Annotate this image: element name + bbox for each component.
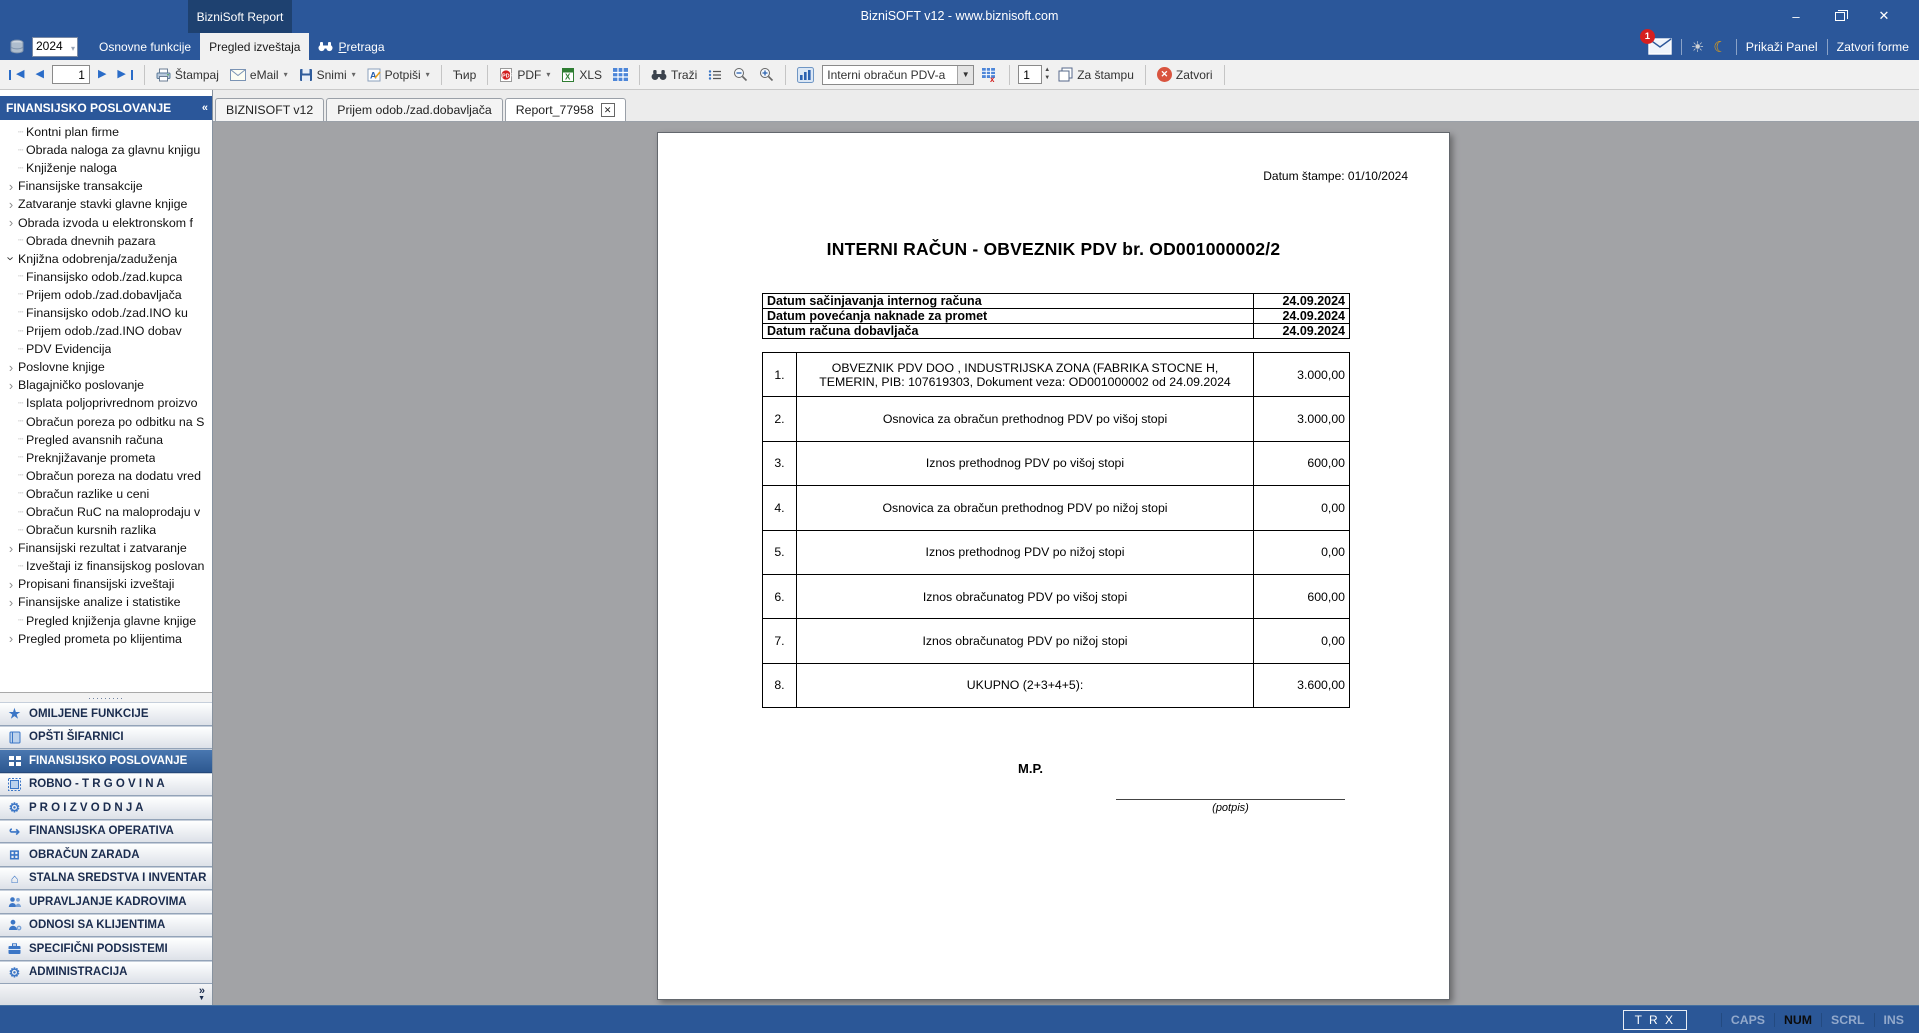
first-page-button[interactable]: ◀ xyxy=(6,67,27,82)
tree-item[interactable]: › Finansijske transakcije xyxy=(0,177,212,195)
tree-item[interactable]: ┄ Prijem odob./zad.INO dobav xyxy=(18,324,182,339)
module-sections xyxy=(0,702,212,984)
sign-button[interactable]: A Potpiši ▾ xyxy=(364,66,433,84)
function-tree xyxy=(0,120,212,690)
year-selector[interactable] xyxy=(32,37,78,57)
grid-delete-icon xyxy=(982,68,998,82)
svg-text:PDF: PDF xyxy=(502,72,514,79)
tree-item[interactable]: ┄ Kontni plan firme xyxy=(18,125,119,140)
tree-item[interactable]: › Poslovne knjige xyxy=(0,358,212,376)
close-tab-icon[interactable]: ✕ xyxy=(601,103,615,117)
signature-icon xyxy=(367,68,381,82)
report-group-label: BizniSoft Report xyxy=(188,0,292,33)
tree-item[interactable]: ┄ Pregled avansnih računa xyxy=(18,432,164,447)
page-number-input[interactable] xyxy=(52,65,90,84)
print-layout-button[interactable]: Za štampu xyxy=(1055,65,1137,84)
briefcase-icon xyxy=(7,943,22,955)
table-row: 1. OBVEZNIK PDV DOO , INDUSTRIJSKA ZONA (FABRIKA STOCNE H, TEMERIN, PIB: 107619303, Dokument veza: OD001000002 od 24.09.2024 3.000,00 xyxy=(763,353,1350,397)
restore-icon xyxy=(1835,12,1845,21)
tree-item[interactable]: ┄ Finansijsko odob./zad.kupca xyxy=(18,269,183,284)
grid-icon xyxy=(7,755,22,767)
report-page xyxy=(657,132,1450,1000)
tree-item[interactable]: ┄ Prijem odob./zad.dobavljača xyxy=(18,287,182,302)
table-row: 3. Iznos prethodnog PDV po višoj stopi 600,00 xyxy=(763,441,1350,485)
svg-text:x: x xyxy=(990,74,995,82)
tree-item[interactable]: ┄ Obračun poreza po odbitku na S xyxy=(18,414,205,429)
section-omiljene-funkcije[interactable]: ★ OMILJENE FUNKCIJE xyxy=(0,702,212,726)
tree-item[interactable]: › Pregled prometa po klijentima xyxy=(0,630,212,648)
insert-indicator: INS xyxy=(1874,1013,1914,1027)
navigation-sidebar xyxy=(0,90,213,1005)
chevron-right-icon: › xyxy=(8,540,14,556)
calculator-icon: ⊞ xyxy=(9,847,20,863)
tree-item[interactable]: ┄ Isplata poljoprivrednom proizvo xyxy=(18,396,198,411)
xls-icon xyxy=(561,68,575,82)
pdf-icon xyxy=(499,68,513,82)
chevron-right-icon: › xyxy=(8,196,14,212)
separator xyxy=(1224,65,1225,85)
section-obracun-zarada[interactable]: ⊞ OBRAČUN ZARADA xyxy=(0,843,212,867)
floppy-icon xyxy=(299,68,313,82)
cyrillic-toggle-button[interactable]: Ћир xyxy=(452,67,477,82)
zoom-out-button[interactable] xyxy=(730,65,751,84)
tree-item[interactable]: ┄ Preknjižavanje prometa xyxy=(18,450,156,465)
date-label: Datum sačinjavanja internog računa xyxy=(763,294,1254,309)
table-row xyxy=(763,324,1350,339)
separator xyxy=(1145,65,1146,85)
chevron-right-icon: › xyxy=(8,576,14,592)
tree-item[interactable]: › Propisani finansijski izveštaji xyxy=(0,575,212,593)
minimize-button[interactable]: – xyxy=(1792,8,1800,24)
outline-button[interactable] xyxy=(705,67,725,83)
doc-tab-biznisoft[interactable]: BIZNISOFT v12 xyxy=(215,98,324,121)
export-xls-button[interactable]: X XLS xyxy=(558,66,605,84)
chevron-down-icon: ▾ xyxy=(283,70,288,79)
table-row xyxy=(763,309,1350,324)
pages-icon xyxy=(1058,67,1073,82)
signature-caption: (potpis) xyxy=(1212,802,1249,814)
date-value: 24.09.2024 xyxy=(1254,294,1350,309)
list-icon xyxy=(708,69,722,81)
report-select[interactable] xyxy=(822,65,974,85)
doc-tab-prijem-odobrenja[interactable]: Prijem odob./zad.dobavljača xyxy=(326,98,503,121)
trx-indicator: T R X xyxy=(1623,1010,1687,1030)
tree-item[interactable]: ┄ Obračun poreza na dodatu vred xyxy=(18,468,201,483)
save-button[interactable]: Snimi ▾ xyxy=(296,66,359,84)
section-proizvodnja[interactable]: ⚙ P R O I Z V O D N J A xyxy=(0,796,212,820)
tree-item[interactable]: ┄ Pregled knjiženja glavne knjige xyxy=(18,613,197,628)
close-button[interactable]: ✕ xyxy=(1878,8,1890,23)
tree-item[interactable]: ┄ Obrada naloga za glavnu knjigu xyxy=(18,143,201,158)
window-title: BizniSOFT v12 - www.biznisoft.com xyxy=(860,9,1059,23)
notification-badge: 1 xyxy=(1640,29,1655,44)
scroll-lock-indicator: SCRL xyxy=(1821,1013,1873,1027)
prikazi-panel-button[interactable]: Prikaži Panel xyxy=(1745,39,1818,54)
sidebar-overflow-controls[interactable] xyxy=(0,984,212,1005)
section-robno-trgovina[interactable]: ROBNO - T R G O V I N A xyxy=(0,773,212,797)
stamp-placeholder: M.P. xyxy=(1018,761,1044,776)
chart-icon xyxy=(797,67,814,83)
date-value: 24.09.2024 xyxy=(1254,309,1350,324)
tab-pretraga[interactable]: Pretraga xyxy=(309,33,393,60)
prev-page-button[interactable]: ◀ xyxy=(35,68,44,80)
export-pdf-button[interactable]: PDF PDF ▾ xyxy=(496,66,553,84)
separator xyxy=(1681,39,1682,55)
date-label: Datum povećanja naknade za promet xyxy=(763,309,1254,324)
separator xyxy=(1827,39,1828,55)
chevron-down-icon[interactable]: ▼ xyxy=(198,995,205,1002)
search-button[interactable]: Traži xyxy=(648,66,700,84)
printer-icon xyxy=(156,68,171,82)
separator xyxy=(1736,39,1737,55)
curved-arrow-icon: ↪ xyxy=(9,823,20,839)
light-theme-icon[interactable]: ☀ xyxy=(1690,38,1705,56)
export-grid-button[interactable] xyxy=(610,66,631,83)
close-preview-button[interactable]: ✕ Zatvori xyxy=(1154,65,1216,84)
chevron-right-icon: › xyxy=(8,594,14,610)
table-row xyxy=(763,294,1350,309)
separator xyxy=(441,65,442,85)
chevron-right-icon: › xyxy=(8,359,14,375)
section-odnosi-sa-klijentima[interactable]: ODNOSI SA KLIJENTIMA xyxy=(0,914,212,938)
tree-item[interactable]: ┄ Obračun kursnih razlika xyxy=(18,523,157,538)
close-circle-icon: ✕ xyxy=(1157,67,1172,82)
copies-stepper[interactable] xyxy=(1018,65,1050,84)
separator xyxy=(785,65,786,85)
doc-tab-report[interactable]: Report_77958 ✕ xyxy=(505,98,626,121)
tree-item[interactable]: › Finansijski rezultat i zatvaranje xyxy=(0,539,212,557)
dark-theme-icon[interactable]: ☾ xyxy=(1713,38,1727,56)
tree-item[interactable]: ┄ Obrada dnevnih pazara xyxy=(18,233,156,248)
status-bar xyxy=(0,1005,1919,1033)
separator xyxy=(1009,65,1010,85)
svg-text:X: X xyxy=(565,72,571,81)
section-stalna-sredstva[interactable]: ⌂ STALNA SREDSTVA I INVENTAR xyxy=(0,867,212,891)
copies-input[interactable] xyxy=(1018,65,1042,84)
section-finansijska-operativa[interactable]: ↪ FINANSIJSKA OPERATIVA xyxy=(0,820,212,844)
envelope-icon xyxy=(230,69,246,81)
notifications-mail[interactable] xyxy=(1644,31,1672,55)
separator xyxy=(144,65,145,85)
section-upravljanje-kadrovima[interactable]: UPRAVLJANJE KADROVIMA xyxy=(0,890,212,914)
binoculars-icon xyxy=(651,69,667,81)
remove-report-button[interactable] xyxy=(979,66,1001,84)
chevron-right-icon: › xyxy=(8,215,14,231)
notebook-icon xyxy=(7,731,22,744)
star-icon: ★ xyxy=(8,706,21,722)
people-icon xyxy=(7,896,22,908)
collapse-panel-icon[interactable]: « xyxy=(201,102,206,114)
tree-item[interactable]: › Blagajničko poslovanje xyxy=(0,376,212,394)
tree-item[interactable]: ┄ Finansijsko odob./zad.INO ku xyxy=(18,305,188,320)
separator xyxy=(639,65,640,85)
chevron-down-icon: › xyxy=(3,256,19,261)
chevrons-right-icon[interactable]: » xyxy=(198,985,205,997)
section-finansijsko-poslovanje[interactable]: FINANSIJSKO POSLOVANJE xyxy=(0,749,212,773)
svg-text:A: A xyxy=(369,70,377,80)
report-title: INTERNI RAČUN - OBVEZNIK PDV br. OD001000002/2 xyxy=(826,239,1281,259)
table-row: 7. Iznos obračunatog PDV po nižoj stopi 0,00 xyxy=(763,619,1350,663)
tree-item[interactable]: ┄ Knjiženje naloga xyxy=(18,161,117,176)
tree-item[interactable]: ┄ Izveštaji iz finansijskog poslovan xyxy=(18,559,205,574)
sidebar-splitter[interactable]: ········· xyxy=(0,692,212,702)
date-label: Datum računa dobavljača xyxy=(763,324,1254,339)
stepper-arrows[interactable]: ▲ ▼ xyxy=(1044,67,1051,81)
home-icon: ⌂ xyxy=(10,870,19,886)
table-row: 4. Osnovica za obračun prethodnog PDV po nižoj stopi 0,00 xyxy=(763,486,1350,530)
tree-item[interactable]: ┄ Obračun RuC na maloprodaju v xyxy=(18,505,201,520)
chevron-down-icon[interactable]: ▼ xyxy=(957,66,973,84)
section-administracija[interactable]: ⚙ ADMINISTRACIJA xyxy=(0,961,212,985)
tree-item[interactable]: › Obrada izvoda u elektronskom f xyxy=(0,213,212,231)
gears-icon: ⚙ xyxy=(8,964,21,980)
print-button[interactable]: Štampaj xyxy=(153,66,222,84)
print-date: Datum štampe: 01/10/2024 xyxy=(1263,169,1408,183)
section-specificni-podsistemi[interactable]: SPECIFIČNI PODSISTEMI xyxy=(0,937,212,961)
zatvori-forme-button[interactable]: Zatvori forme xyxy=(1836,39,1909,54)
binoculars-icon xyxy=(318,41,333,52)
report-viewer[interactable] xyxy=(213,122,1919,1005)
tab-pregled-izvestaja[interactable]: Pregled izveštaja xyxy=(200,33,309,60)
table-row: 6. Iznos obračunatog PDV po višoj stopi 600,00 xyxy=(763,574,1350,618)
last-page-button[interactable]: ▶ xyxy=(114,67,135,82)
chevron-right-icon: › xyxy=(8,631,14,647)
table-row: 8. UKUPNO (2+3+4+5): 3.600,00 xyxy=(763,663,1350,707)
table-grid-icon xyxy=(613,68,628,81)
items-table xyxy=(762,352,1350,708)
email-button[interactable]: eMail ▾ xyxy=(227,66,291,84)
chevron-down-icon: ▾ xyxy=(425,70,430,79)
signature-line xyxy=(1116,799,1345,800)
sidebar-panel-header: FINANSIJSKO POSLOVANJE « xyxy=(0,96,212,120)
database-icon xyxy=(8,38,26,56)
tree-item[interactable]: › Knjižna odobrenja/zaduženja xyxy=(3,251,178,266)
ribbon-bar xyxy=(0,33,1919,60)
tree-item[interactable]: › Zatvaranje stavki glavne knjige xyxy=(0,195,212,213)
next-page-button[interactable]: ▶ xyxy=(97,68,107,80)
tree-item[interactable]: › Finansijske analize i statistike xyxy=(0,593,212,611)
date-value: 24.09.2024 xyxy=(1254,324,1350,339)
table-row: 5. Iznos prethodnog PDV po nižoj stopi 0,00 xyxy=(763,530,1350,574)
table-row: 2. Osnovica za obračun prethodnog PDV po višoj stopi 3.000,00 xyxy=(763,397,1350,441)
document-tab-bar xyxy=(213,90,1919,122)
num-lock-indicator: NUM xyxy=(1774,1013,1821,1027)
year-input[interactable] xyxy=(36,39,66,53)
chevron-right-icon: › xyxy=(8,178,14,194)
zoom-out-icon xyxy=(733,67,748,82)
chevron-down-icon: ▾ xyxy=(70,43,75,53)
restore-button[interactable] xyxy=(1831,8,1849,24)
separator xyxy=(487,65,488,85)
caps-lock-indicator: CAPS xyxy=(1721,1013,1774,1027)
gear-icon: ⚙ xyxy=(8,800,21,816)
tree-item[interactable]: ┄ Obračun razlike u ceni xyxy=(18,486,150,501)
title-bar xyxy=(0,0,1919,33)
chevron-right-icon: › xyxy=(8,377,14,393)
tree-item[interactable]: ┄ PDV Evidencija xyxy=(18,342,112,357)
report-select-value: Interni obračun PDV-a xyxy=(827,67,946,82)
package-icon xyxy=(7,778,22,791)
chevron-down-icon: ▾ xyxy=(351,70,356,79)
chevron-down-icon: ▾ xyxy=(546,70,551,79)
section-opsti-sifarnici[interactable]: OPŠTI ŠIFARNICI xyxy=(0,726,212,750)
person-gear-icon xyxy=(7,919,22,931)
zoom-in-button[interactable] xyxy=(756,65,777,84)
tab-osnovne-funkcije[interactable]: Osnovne funkcije xyxy=(99,39,192,54)
report-toolbar xyxy=(0,60,1919,90)
date-table xyxy=(762,293,1350,339)
zoom-in-icon xyxy=(759,67,774,82)
report-chart-button[interactable] xyxy=(794,65,817,85)
